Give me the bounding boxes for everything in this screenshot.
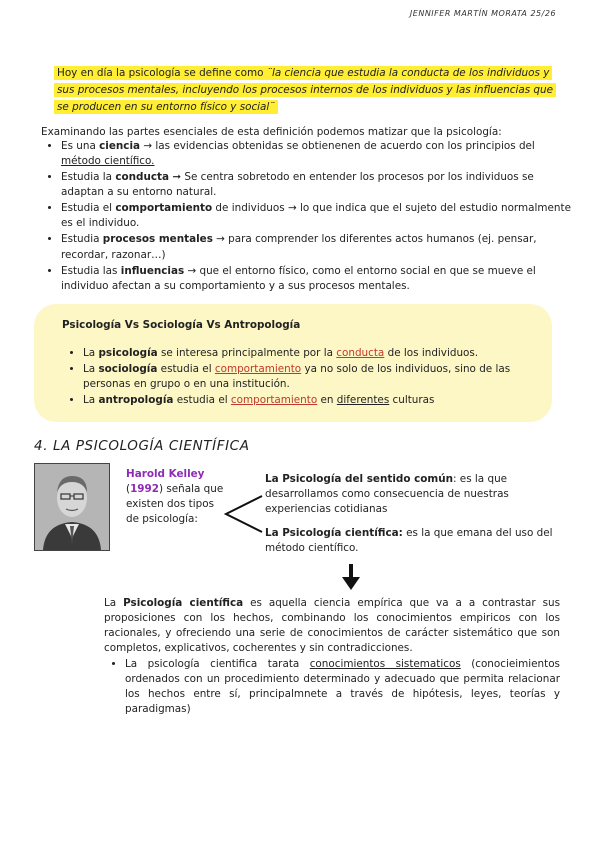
list-item: • Es una ciencia → las evidencias obtenidas se obtienenen de acuerdo con los principios del método científico. <box>61 139 572 169</box>
list-item: • La sociología estudia el comportamiento ya no solo de los individuos, sino de las personas en grupo o en una institución. <box>83 362 514 392</box>
scientific-type: La Psicología científica: es la que emana del uso del método científico. <box>265 527 553 555</box>
common-sense-type: La Psicología del sentido común: es la que desarrollamos como consecuencia de nuestras experiencias cotidianas <box>265 473 509 516</box>
branch-brace-icon <box>224 490 264 541</box>
list-item: • La antropología estudia el comportamiento en diferentes culturas <box>83 393 514 408</box>
list-item: • La psicología cientifica tarata conocimientos sistematicos (conocieimientos ordenados con un procedimiento determinado y adecuado que permita relacionar los hechos entre sí, principalmnete a través de hipótesis, leyes, teorías y paradigmas) <box>125 657 560 717</box>
author-name: Harold Kelley <box>126 468 205 480</box>
page-header: JENNIFER MARTÍN MORATA 25/26 <box>409 9 556 18</box>
section-title: 4. LA PSICOLOGÍA CIENTÍFICA <box>34 438 250 454</box>
link-comportamiento[interactable]: comportamiento <box>230 394 318 407</box>
comparison-list <box>64 346 514 409</box>
arrow-down-icon <box>342 564 360 595</box>
definition-quote: ¨la ciencia que estudia la conducta de los individuos y sus procesos mentales, incluyendo los procesos internos de los individuos y las influencias que se producen en su entorno físico y social¨ <box>57 67 553 113</box>
definition-prefix: Hoy en día la psicología se define como <box>57 67 267 79</box>
kelley-text: Harold Kelley (1992) señala que existen dos tipos de psicología: <box>126 468 224 526</box>
list-item: • Estudia las influencias → que el entorno físico, como el entorno social en que se mueve el individuo afectan a su comportamiento y a sus procesos mentales. <box>61 264 572 294</box>
list-item: • Estudia el comportamiento de individuos → lo que indica que el sujeto del estudio normalmente es el individuo. <box>61 201 572 231</box>
link-comportamiento[interactable]: comportamiento <box>214 363 302 376</box>
definition-list <box>42 139 572 295</box>
author-year: 1992 <box>130 483 159 496</box>
list-item: • Estudia la conducta ➞ Se centra sobretodo en entender los procesos por los individuos se adaptan a su entorno natural. <box>61 170 572 200</box>
scientific-paragraph: La Psicología científica es aquella ciencia empírica que va a a contrastar sus proposiciones con los hechos, combinando los conocimientos empiricos con los racionales, y ofreciendo una serie de conocimientos de carácter sistemático que son completos, explicativos, cocherentes y sin contradicciones. <box>104 597 560 655</box>
definition-highlight <box>50 63 566 118</box>
intro-text: Examinando las partes esenciales de esta definición podemos matizar que la psicología: <box>41 126 502 138</box>
scientific-bullet <box>106 657 560 718</box>
comparison-title: Psicología Vs Sociología Vs Antropología <box>62 319 301 331</box>
link-conducta[interactable]: conducta <box>336 347 385 359</box>
list-item: • La psicología se interesa principalmente por la conducta de los individuos. <box>83 346 514 361</box>
list-item: • Estudia procesos mentales → para comprender los diferentes actos humanos (ej. pensar, recordar, razonar…) <box>61 232 572 262</box>
portrait-photo <box>34 463 110 551</box>
